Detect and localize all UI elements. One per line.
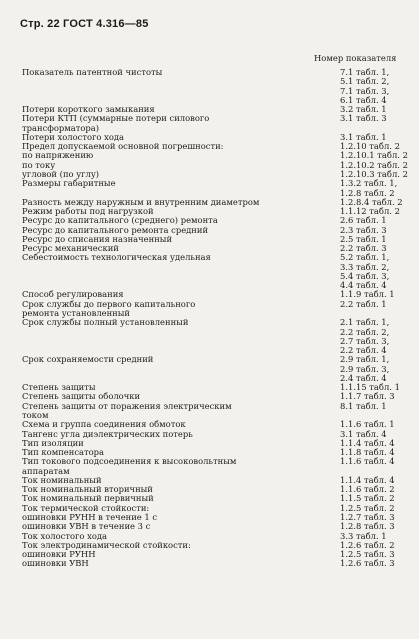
index-reference: 1.1.6 табл. 1 — [340, 419, 395, 429]
index-term: Себестоимость технологическая удельная — [22, 252, 211, 262]
index-term: Тип изоляции — [22, 438, 84, 448]
index-term: Ресурс механический — [22, 243, 119, 253]
index-reference: 1.2.5 табл. 3 — [340, 549, 395, 559]
index-reference: 2.4 табл. 4 — [340, 373, 387, 383]
index-reference: 1.2.10.3 табл. 2 — [340, 169, 408, 179]
index-term: Способ регулирования — [22, 289, 124, 299]
index-reference: 5.1 табл. 2, — [340, 76, 390, 86]
index-term: Степень защиты от поражения электрическим — [22, 401, 232, 411]
index-term: Степень защиты — [22, 382, 96, 392]
index-term: Ресурс до капитального (среднего) ремонта — [22, 215, 218, 225]
index-reference: 5.4 табл. 3, — [340, 271, 390, 281]
index-term: Срок службы до первого капитального — [22, 299, 196, 309]
index-term: Степень защиты оболочки — [22, 391, 141, 401]
index-reference: 8.1 табл. 1 — [340, 401, 387, 411]
index-term: Показатель патентной чистоты — [22, 67, 163, 77]
index-reference: 1.2.10.1 табл. 2 — [340, 150, 408, 160]
index-term: Ток холостого хода — [22, 531, 108, 541]
index-term: Ток номинальный первичный — [22, 493, 154, 503]
index-term: Ресурс до капитального ремонта средний — [22, 225, 209, 235]
index-term: Ресурс до списания назначенный — [22, 234, 173, 244]
index-term: Ток номинальный вторичный — [22, 484, 153, 494]
index-reference: 2.9 табл. 1, — [340, 354, 390, 364]
index-reference: 3.1 табл. 4 — [340, 429, 387, 439]
index-reference: 1.1.4 табл. 4 — [340, 475, 395, 485]
index-reference: 1.2.8.4 табл. 2 — [340, 197, 403, 207]
index-term: Тангенс угла диэлектрических потерь — [22, 429, 193, 439]
index-term: трансформатора) — [22, 123, 100, 133]
index-term: Потери холостого хода — [22, 132, 125, 142]
index-term: Тип токового подсоединения к высоковольтным — [22, 456, 237, 466]
index-reference: 5.2 табл. 1, — [340, 252, 390, 262]
index-reference: 1.2.10 табл. 2 — [340, 141, 400, 151]
index-reference: 2.2 табл. 1 — [340, 299, 387, 309]
index-reference: 1.3.2 табл. 1, — [340, 178, 398, 188]
index-term: Размеры габаритные — [22, 178, 116, 188]
index-term: Потери КТП (суммарные потери силового — [22, 113, 210, 123]
index-reference: 2.1 табл. 1, — [340, 317, 390, 327]
index-reference: 1.1.6 табл. 4 — [340, 456, 395, 466]
index-reference: 3.3 табл. 2, — [340, 262, 390, 272]
index-term: Потери короткого замыкания — [22, 104, 155, 114]
index-reference: 1.2.6 табл. 3 — [340, 558, 395, 568]
index-reference: 7.1 табл. 1, — [340, 67, 390, 77]
index-reference: 1.2.8 табл. 3 — [340, 521, 395, 531]
index-reference: 2.6 табл. 1 — [340, 215, 387, 225]
index-reference: 2.9 табл. 3, — [340, 364, 390, 374]
index-term: Срок службы полный установленный — [22, 317, 189, 327]
index-reference: 1.1.12 табл. 2 — [340, 206, 400, 216]
index-term: ошиновки УВН — [22, 558, 89, 568]
index-reference: 1.1.7 табл. 3 — [340, 391, 395, 401]
index-reference: 2.2 табл. 4 — [340, 345, 387, 355]
column-header: Номер показателя — [314, 53, 397, 63]
index-reference: 3.1 табл. 3 — [340, 113, 387, 123]
index-reference: 1.2.8 табл. 2 — [340, 188, 395, 198]
index-reference: 6.1 табл. 4 — [340, 95, 387, 105]
index-reference: 2.5 табл. 1 — [340, 234, 387, 244]
index-term: Схема и группа соединения обмоток — [22, 419, 186, 429]
index-term: Режим работы под нагрузкой — [22, 206, 154, 216]
index-reference: 2.2 табл. 3 — [340, 243, 387, 253]
index-reference: 1.1.6 табл. 2 — [340, 484, 395, 494]
index-reference: 2.7 табл. 3, — [340, 336, 390, 346]
index-term: по напряжению — [22, 150, 94, 160]
index-reference: 1.1.5 табл. 2 — [340, 493, 395, 503]
index-reference: 3.3 табл. 1 — [340, 531, 387, 541]
index-term: Разность между наружным и внутренним диаметром — [22, 197, 260, 207]
index-term: ремонта установленный — [22, 308, 131, 318]
index-term: током — [22, 410, 49, 420]
index-term: по току — [22, 160, 56, 170]
index-reference: 1.2.5 табл. 2 — [340, 503, 395, 513]
index-term: Срок сохраняемости средний — [22, 354, 154, 364]
index-term: угловой (по углу) — [22, 169, 100, 179]
index-reference: 1.1.8 табл. 4 — [340, 447, 395, 457]
index-term: Предел допускаемой основной погрешности: — [22, 141, 224, 151]
index-term: Ток номинальный — [22, 475, 102, 485]
index-term: Тип компенсатора — [22, 447, 105, 457]
index-reference: 7.1 табл. 3, — [340, 86, 390, 96]
index-term: ошиновки УВН в течение 3 с — [22, 521, 151, 531]
index-reference: 3.1 табл. 1 — [340, 132, 387, 142]
index-reference: 1.1.9 табл. 1 — [340, 289, 395, 299]
index-term: Ток электродинамической стойкости: — [22, 540, 191, 550]
index-term: Ток термической стойкости: — [22, 503, 150, 513]
index-term: ошиновки РУНН в течение 1 с — [22, 512, 158, 522]
index-reference: 1.2.6 табл. 2 — [340, 540, 395, 550]
index-reference: 1.2.7 табл. 3 — [340, 512, 395, 522]
index-reference: 1.1.4 табл. 4 — [340, 438, 395, 448]
page-header: Стр. 22 ГОСТ 4.316—85 — [20, 18, 149, 30]
index-reference: 2.2 табл. 2, — [340, 327, 390, 337]
index-reference: 1.2.10.2 табл. 2 — [340, 160, 408, 170]
index-reference: 1.1.15 табл. 1 — [340, 382, 400, 392]
index-reference: 2.3 табл. 3 — [340, 225, 387, 235]
index-term: аппаратам — [22, 466, 70, 476]
index-reference: 3.2 табл. 1 — [340, 104, 387, 114]
index-term: ошиновки РУНН — [22, 549, 96, 559]
index-reference: 4.4 табл. 4 — [340, 280, 387, 290]
